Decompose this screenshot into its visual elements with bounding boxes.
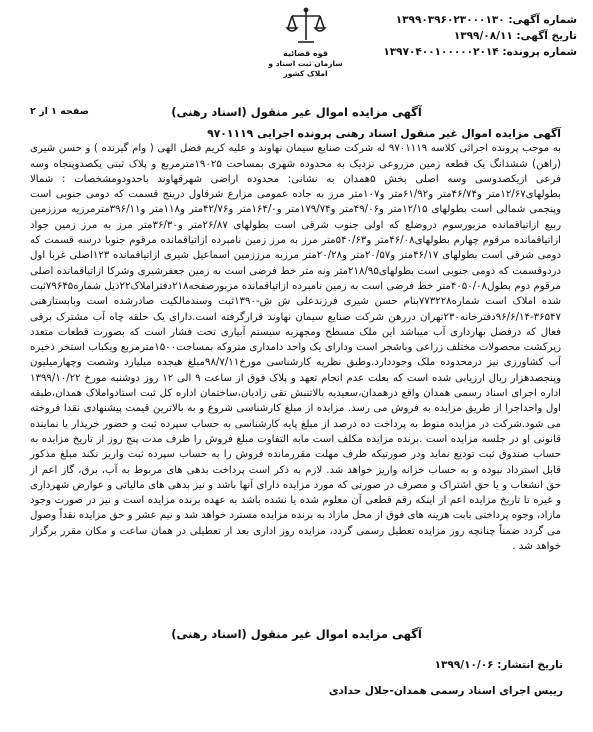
page-number: صفحه ۱ از ۲ <box>30 106 89 117</box>
ad-metadata <box>383 12 577 60</box>
notice-subtitle: آگهی مزایده اموال غیر منقول اسناد رهنی پرونده اجرایی ۹۷۰۱۱۱۹ <box>207 127 561 140</box>
notice-body <box>30 126 561 554</box>
ad-date: تاریخ آگهی: ۱۳۹۹/۰۸/۱۱ <box>453 30 577 42</box>
publish-date: تاریخ انتشار: ۱۳۹۹/۱۰/۰۶ <box>434 659 563 671</box>
signature: رییس اجرای اسناد رسمی همدان-جلال حدادی <box>328 685 563 697</box>
notice-paragraph: به موجب پرونده اجرائی کلاسه ۹۷۰۱۱۱۹ له شرکت صنایع سیمان نهاوند و علیه کریم فضل الهی ( وام گیرنده ) و حسن شیری (راهن) ششدانگ یک قطعه زمین مزروعی نزدیک به محدوده شهری بمساحت ۱۹۰۲۵مترمربع و پلاک ثبتی یکصدوپنجاه وسه فرعی ازیکصدوسی وسه اصلی بخش ۵همدان به نشانی: محدوده اراضی شهرقهاوند باحدودومشخصات : شمالا بطولهای۱۲/۶۷متر و۴۶/۷۴متر و۶۱/۹۲متر و۱۰۷متر مرز به جاده عمومی مزارع شرقاول درینج قسمت که دومی جنوبی است وپنجمی شمالی است بطولهای ۱۲/۱۵متر و۴۹/۰۶متر و۱۷۹/۷۴متر و۱۶۴/۰متر و۴۲/۷۶متر و۱۱۸متر و۳۹۶/۱۱مترمرزیه مرززمین ربیع ازاتیاقمانده مزبورسوم دروضلع که اولی جنوب شرقی است بطولهای ۲۶/۸۷متر و۳۶/۳۰متر مرز به مرز زمین جواد ازاتیاقمانده مرقوم چهارم بطولهای۴۶/۰۸متر و۵۴۰/۶۳متر مرز به مرز زمین نامبرده ازاتیاقمانده مرقوم جنوبا درسه قسمت که دومی شرقی است بطولهای ۴۶/۱۷متر و۲۰/۵۷متر و۲۰/۲۸متر مرزبه مرززمین اسماعیل شیری ازاتیاقمانده ۱۲۳اصلی غربا اول دردوقسمت که دومی جنوبی است بطولهای۲۱۸/۹۵متر ونه متر خط فرضی است به زمین جعفرشیری وشرکا ازاتیاقمانده اصلی مرقوم دوم بطول۴۰۵۰/۰۸متر خط فرضی است به زمین نامبرده ازاتیاقمانده مزبورصفحه۲۱۸دفتراملاک۲۲ذیل شماره۷۹۶۴۵ثبت شده املاک است شماره۷۷۳۲۲۸بنام حسن شیری فرزندعلی ش ش-۱۳۹۰ثبت وسندمالکیت صادرشده است وبابستارهنی ۳۶۵۴۷-۹۶/۶/۱۴دفترخانه۲۳۰تهران دررهن شرکت صنایع سیمان نهاوند قرارگرفته است.دارای یک حلقه چاه آب مشترک برقی فعال که درفصل بهارداری آب میباشد این ملک مسطح ومجهزبه سیستم آبیاری تحت فشار است که بصورت قطعات متعدد زیرکشت محصولات مختلف زراعی وباشجر است ودارای یک واحد دامداری متروکه بمساحت۱۵۰۰مترمربع ویکباب استخر ذخیره آب کشاورزی نیز درمحدوده ملک وجوددارد.وطبق نظریه کارشناسی مورخ۹۸/۷/۱۱مبلغ هیجده میلیارد وشصت وچهارمیلیون وپنجصدهزار ریال ارزیابی شده است که بعلت عدم انجام تعهد و پلاک فوق از ساعت ۹ الی ۱۲ روز دوشنبه مورخ ۱۳۹۹/۱۰/۲۲ اداره اجرای اسناد رسمی همدان واقع درهمدان،سعیدیه بالاتنبش تقی زادیان،ساختمان اداره کل ثبت استادواملاک همدان،طبقه اول واحداجرا از طریق مزایده به فروش می رسد. مزایده از مبلغ کارشناسی شروع و به بالاترین قیمت پیشنهادی نقدا فروخته می شود.شرکت در مزایده منوط به پرداخت ده درصد از مبلغ پایه کارشناسی به حساب سپرده ثبت و حضور خریدار یا نماینده قانونی او در جلسه مزایده است .برنده مزایده مکلف است مابه التفاوت مبلغ فروش را ظرف مدت پنج روز از تاریخ مزایده به حساب صندوق ثبت تودیع نماید ودر صورتیکه ظرف مهلت مقررمانده فروش را به حساب سپرده ثبت واریز نکند مبلغ مذکور قابل استرداد نبوده و به حساب خزانه واریز خواهد شد. لازم به ذکر است پرداخت بدهی های مربوط به آب، برق، گاز اعم از حق انشعاب و یا حق اشتراک و مصرف در صورتی که مورد مزایده دارای آنها باشد و نیز بدهی های مالیاتی و عوارض شهرداری و غیره تا تاریخ مزایده اعم از اینکه رقم قطعی آن معلوم شده یا نشده باشد به عهده برنده مزایده است و نیز در صورت وجود مازاد، وجوه پرداختی بابت هزینه های فوق از محل مازاد به برنده مزایده مسترد خواهد شد و نیم عشر و حق مزایده نقداً وصول می گردد ضمناً چنانچه روز مزایده تعطیل رسمی گردد، مزایده روز اداری بعد از تعطیلی در همان ساعت و مکان مقرر برگزار خواهد شد . <box>30 143 562 553</box>
scales-of-justice-icon <box>284 4 328 48</box>
case-number: شماره پرونده: ۱۳۹۷۰۴۰۰۱۰۰۰۰۰۲۰۱۴ <box>383 46 577 58</box>
ad-number: شماره آگهی: ۱۳۹۹۰۳۹۶۰۲۳۰۰۰۱۳۰ <box>395 14 577 26</box>
logo-subtitle: سازمان ثبت اسناد و املاک کشور <box>268 59 343 78</box>
logo-title: قوه قضائیه <box>282 49 328 58</box>
footer-title: آگهی مزایده اموال غیر منقول (اسناد رهنی) <box>171 627 422 641</box>
notice-footer <box>329 652 563 704</box>
page-title: آگهی مزایده اموال غیر منقول (اسناد رهنی) <box>171 105 422 119</box>
judiciary-logo <box>258 4 353 82</box>
